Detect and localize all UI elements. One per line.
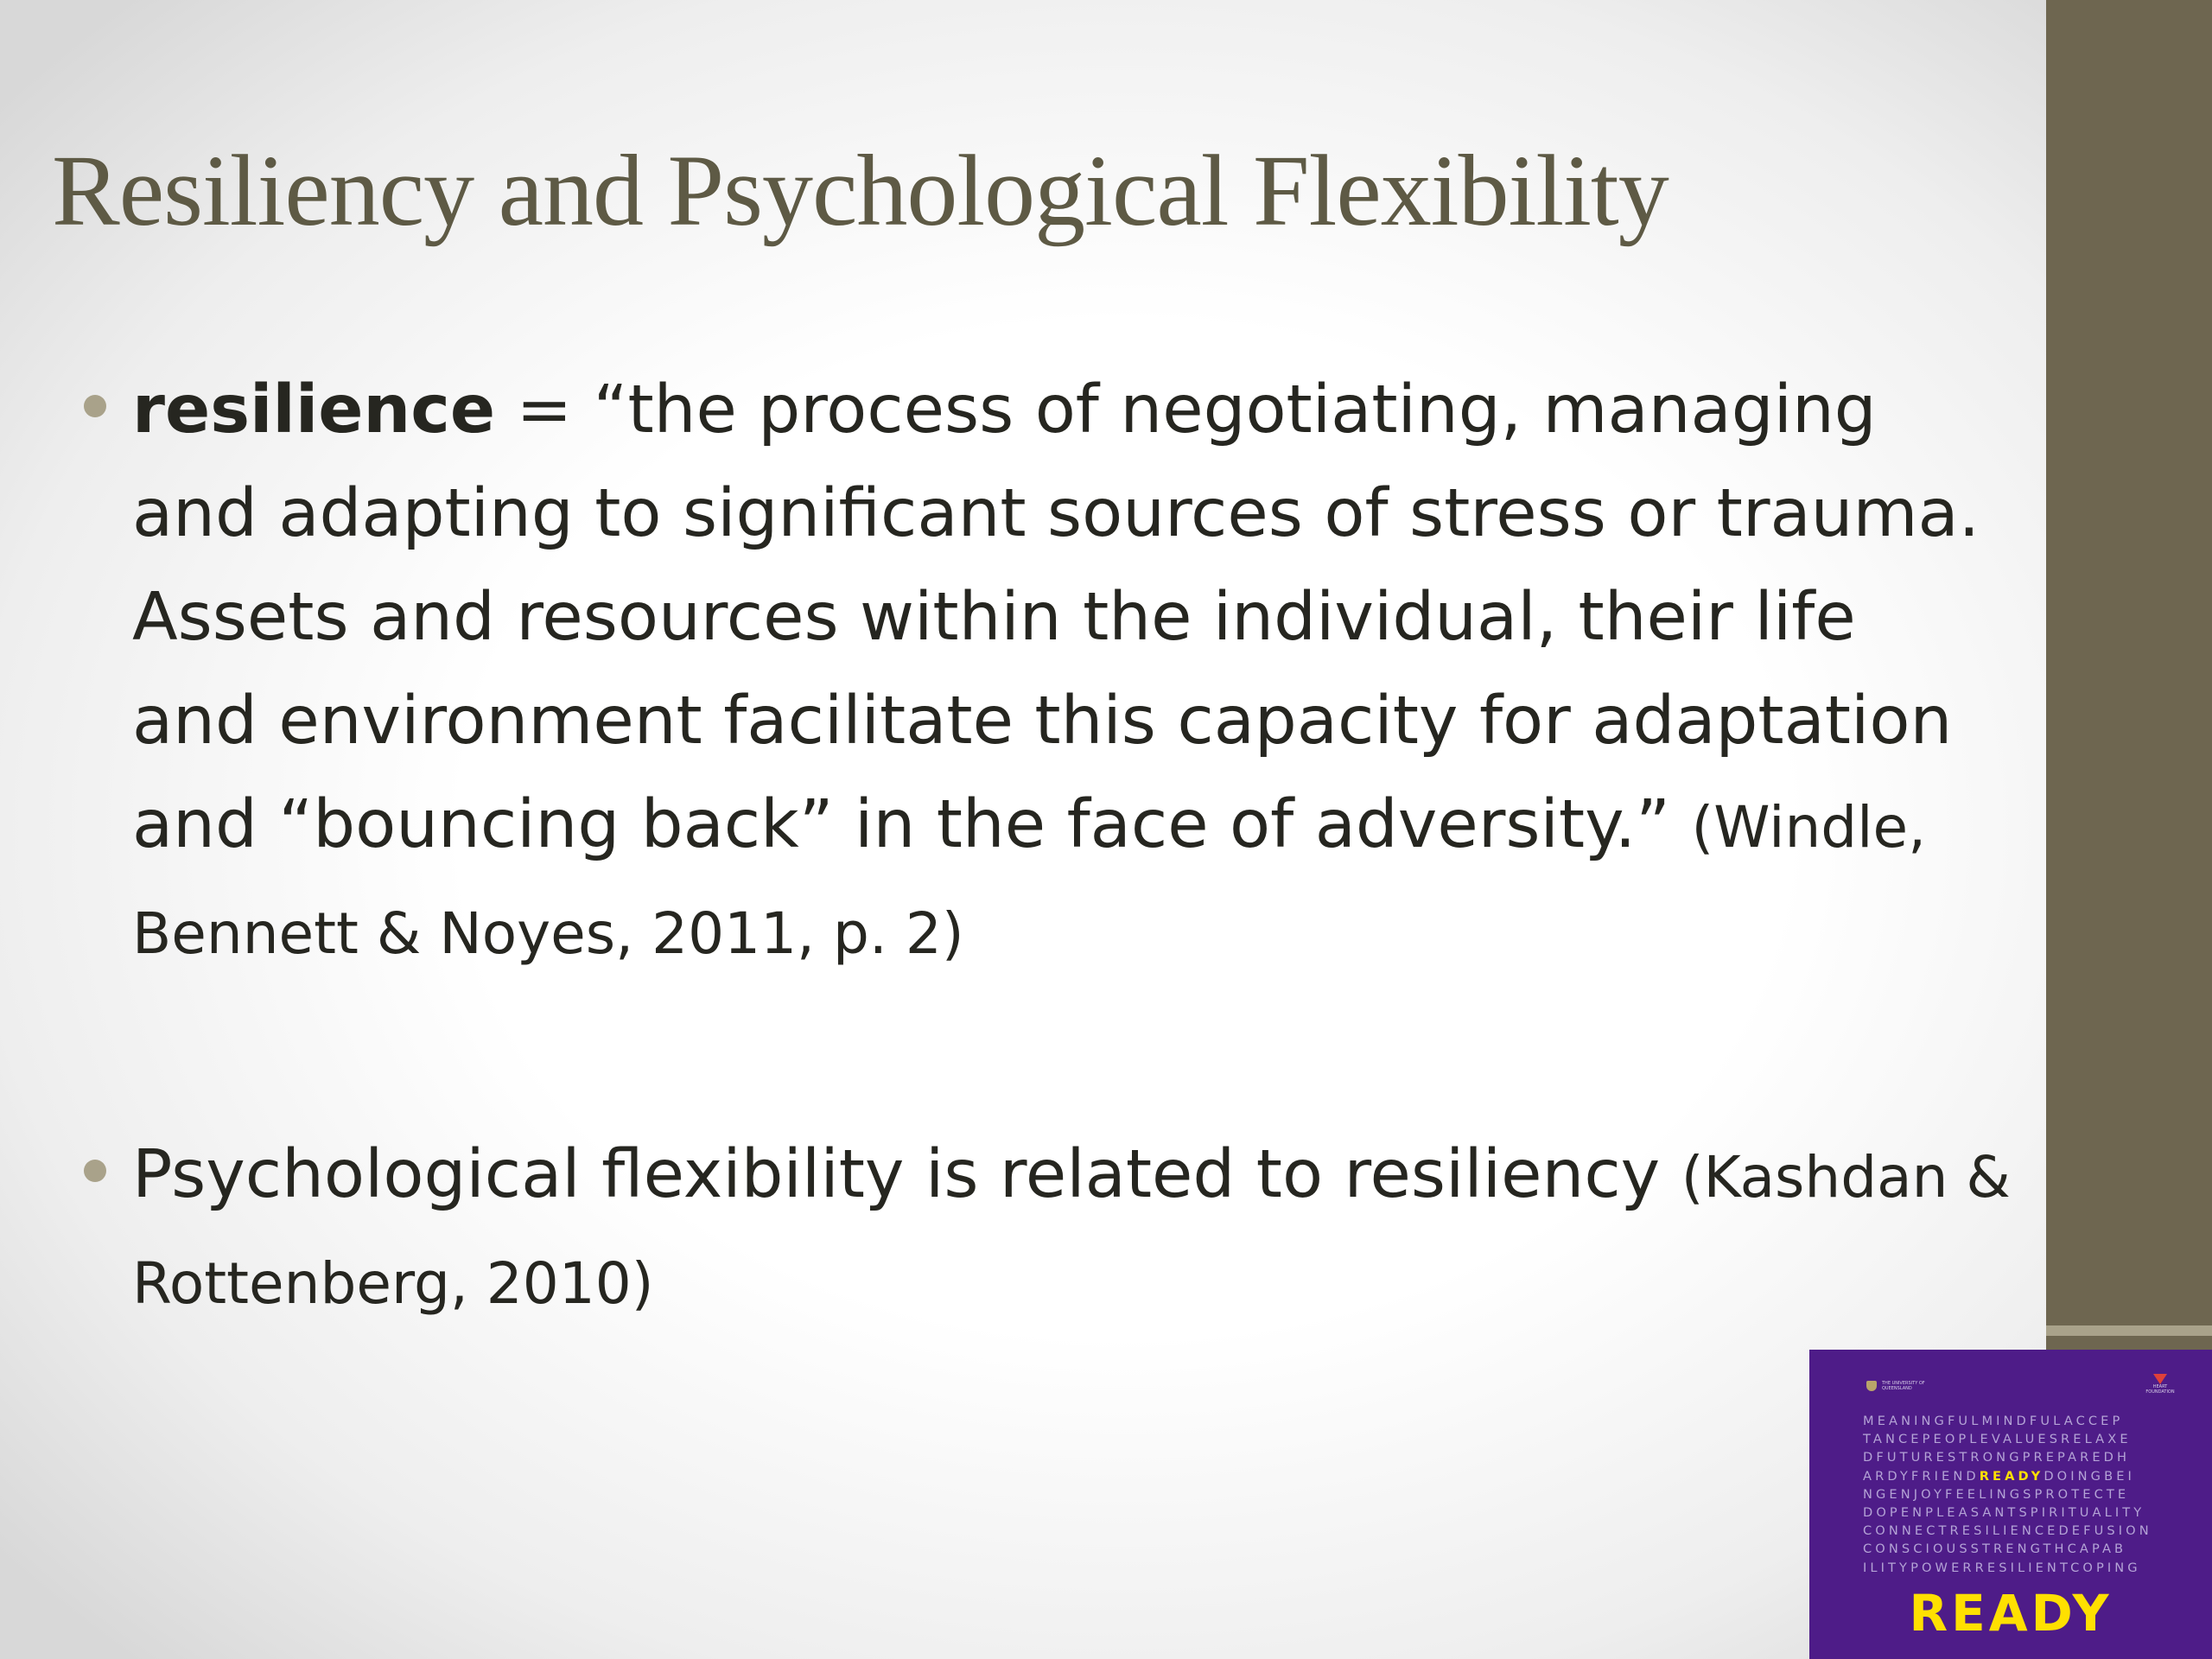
word-grid-highlight: READY	[1979, 1468, 2044, 1484]
bullet-dot-icon	[84, 395, 106, 417]
word-grid-segment: ARDYFRIEND	[1863, 1468, 1980, 1484]
word-grid-row: TANCEPEOPLEVALUESRELAXE	[1863, 1432, 2132, 1447]
slide-title: Resiliency and Psychological Flexibility	[52, 134, 1669, 247]
university-crest-icon	[1866, 1381, 1877, 1391]
word-grid-row: ILITYPOWERRESILIENTCOPING	[1863, 1560, 2141, 1575]
word-grid-segment: DOINGBEI	[2044, 1468, 2135, 1484]
word-grid-row: DFUTURESTRONGPREPAREDH	[1863, 1450, 2131, 1465]
heart-icon	[2153, 1374, 2167, 1384]
bullet-body: = “the process of negotiating, managing and adapting to significant sources of stress or trauma. Assets and resources within the individual, their life and environment facilitate this capacity for adaptation and “bouncing back” in the face of adversity.”	[132, 372, 1980, 863]
bullet-resilience-definition	[132, 359, 2016, 986]
ready-program-logo	[1809, 1350, 2212, 1659]
heart-foundation-logo-text: HEART FOUNDATION	[2145, 1384, 2175, 1395]
word-grid-row: MEANINGFULMINDFULACCEP	[1863, 1414, 2124, 1428]
word-grid-row: CONSCIOUSSTRENGTHCAPAB	[1863, 1541, 2127, 1557]
word-grid-row	[1863, 1467, 2183, 1485]
bullet-dot-icon	[84, 1160, 106, 1182]
word-grid-row: CONNECTRESILIENCEDEFUSION	[1863, 1523, 2152, 1539]
ready-headline: READY	[1909, 1584, 2113, 1643]
word-grid-row: NGENJOYFEELINGSPROTECTE	[1863, 1486, 2130, 1502]
bullet-term: resilience	[132, 372, 496, 448]
heart-foundation-logo	[2143, 1374, 2177, 1395]
bullet-citation: (Kashdan & Rottenberg, 2010)	[132, 1144, 2011, 1317]
bullet-text	[132, 359, 1981, 986]
bullet-psychological-flexibility	[132, 1123, 2016, 1336]
word-grid	[1863, 1412, 2183, 1577]
sidebar-accent-stripe	[2046, 1325, 2212, 1336]
word-grid-row: DOPENPLEASANTSPIRITUALITY	[1863, 1505, 2145, 1521]
university-logo-text: THE UNIVERSITY OF QUEENSLAND	[1882, 1381, 1925, 1391]
bullet-text	[132, 1123, 2042, 1336]
bullet-body: Psychological flexibility is related to resiliency	[132, 1136, 1681, 1213]
university-logo	[1866, 1381, 1934, 1391]
bullet-citation: (Windle, Bennett & Noyes, 2011, p. 2)	[132, 794, 1927, 967]
